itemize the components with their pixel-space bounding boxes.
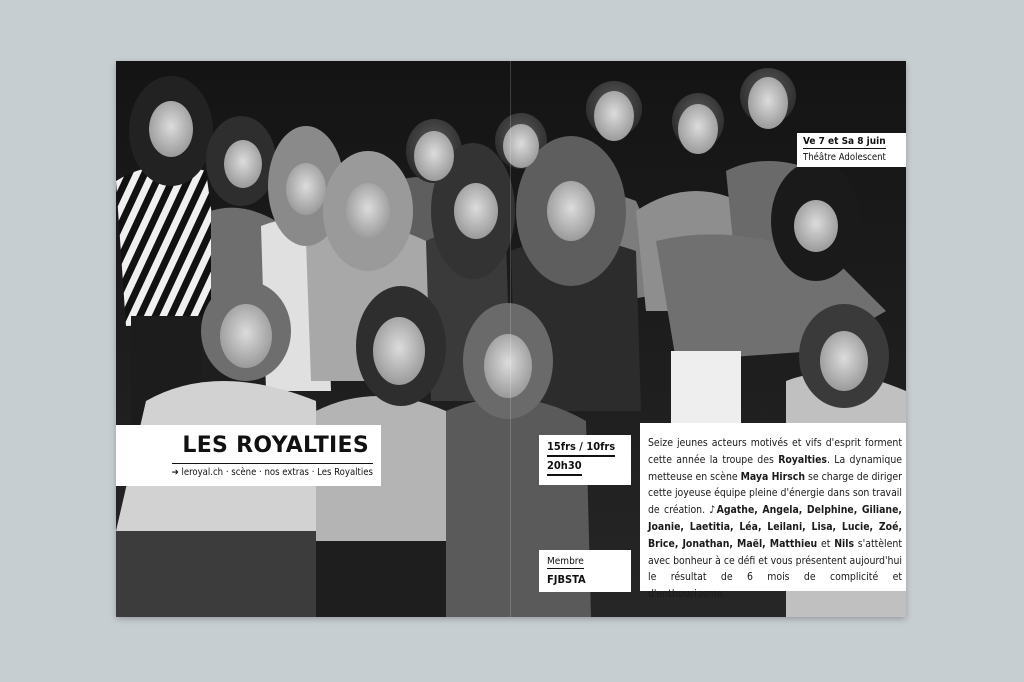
show-venue: Théâtre Adolescent [803,152,886,163]
breadcrumb-path: ➔ leroyal.ch · scène · nos extras · Les Royalties [172,463,373,478]
show-time: 20h30 [547,459,582,476]
program-spread [116,61,906,617]
member-panel [539,550,631,592]
member-value: FJBSTA [547,573,586,586]
show-title: LES ROYALTIES [182,433,369,458]
member-label: Membre [547,556,584,567]
date-panel [797,133,906,167]
price-panel [539,435,631,485]
show-date: Ve 7 et Sa 8 juin [803,136,886,147]
description-panel [640,423,906,601]
page-fold [510,61,511,617]
title-panel [116,425,381,486]
ticket-price: 15frs / 10frs [547,440,615,457]
description-text: Seize jeunes acteurs motivés et vifs d'esprit forment cette année la troupe des Royalties. La dynamique metteuse en scène Maya Hirsch se charge de diriger cette joyeuse équipe pleine d'énergie dans son travail de création. ♪Agathe, Angela, Delphine, Giliane, Joanie, Laetitia, Léa, Leilani, Lisa, Lucie, Zoé, Brice, Jonathan, Maël, Matthieu et Nils s'attèlent avec bonheur à ce défi et vous présentent aujourd'hui le résultat de 6 mois de complicité et d'enthousiasme. [648,437,902,601]
